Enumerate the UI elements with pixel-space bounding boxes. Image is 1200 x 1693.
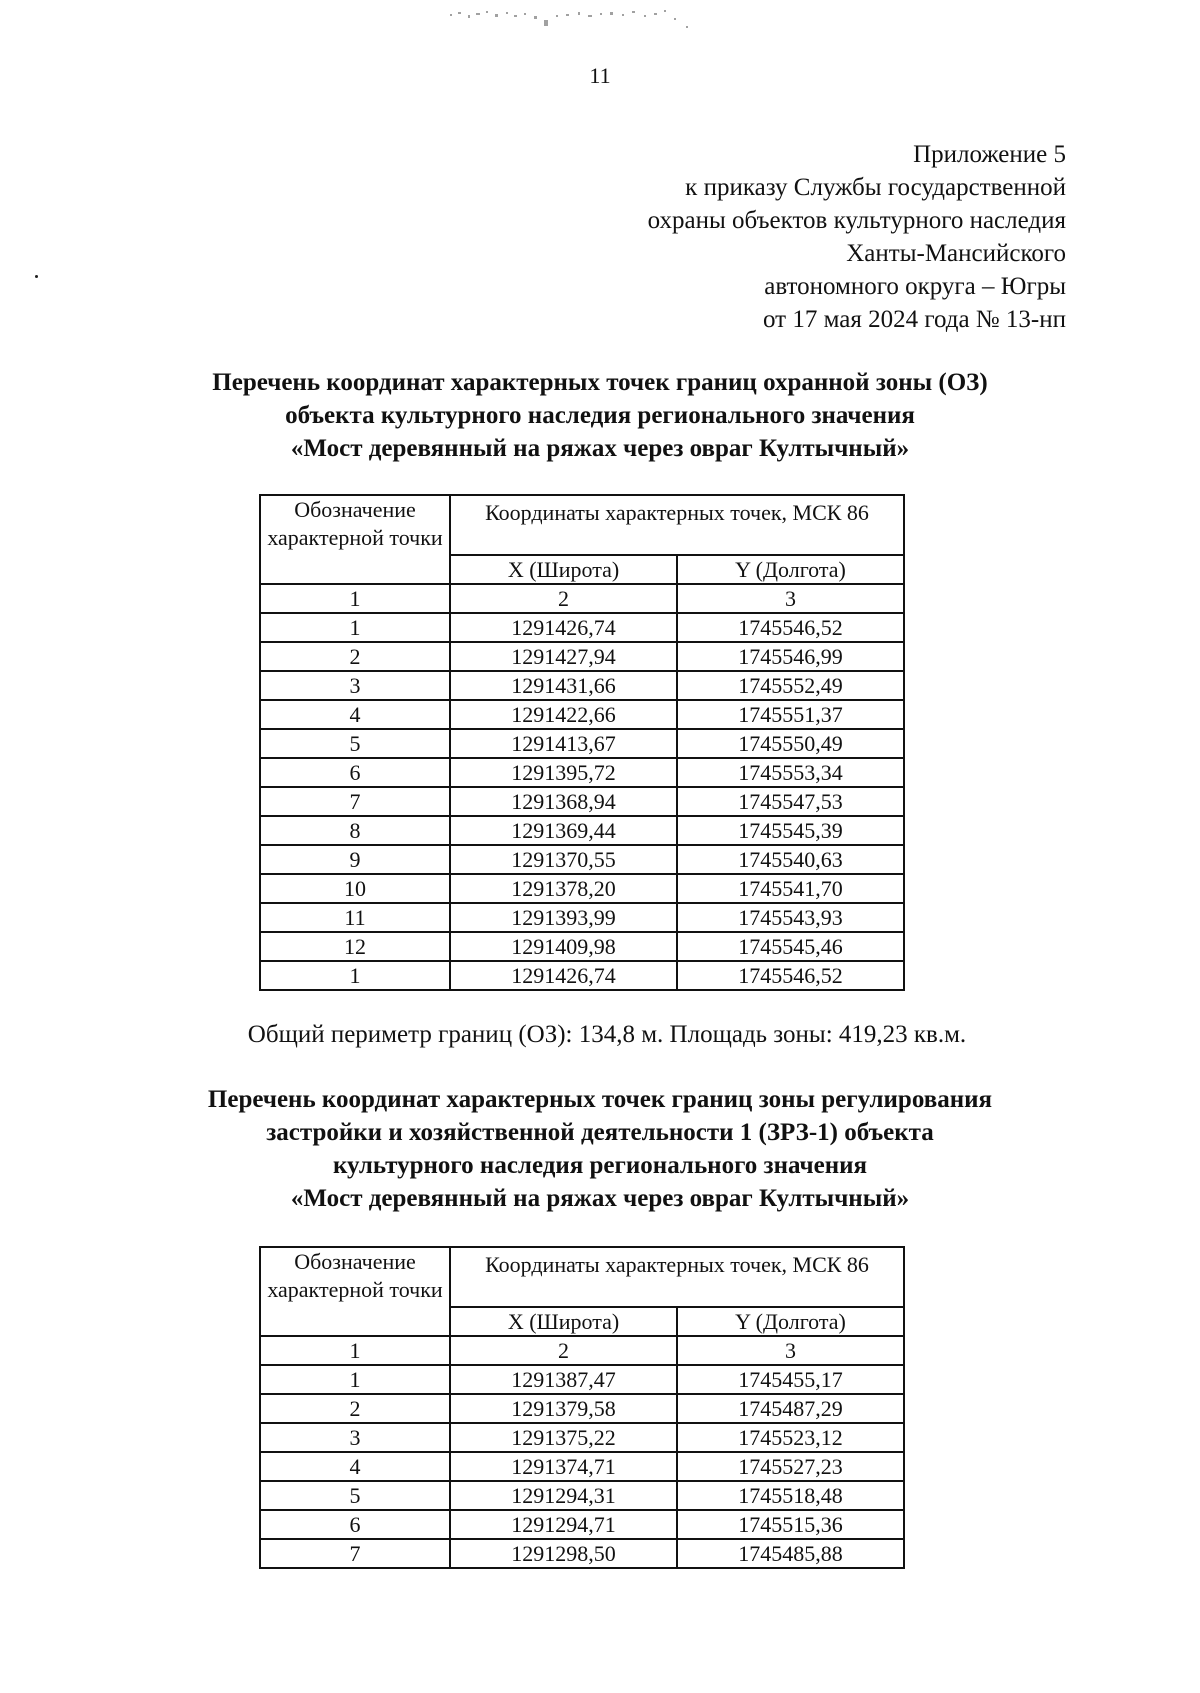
cell-point: 3 <box>260 1423 450 1452</box>
cell-y: 1745545,46 <box>677 932 904 961</box>
table-row <box>260 845 904 874</box>
table-row <box>260 932 904 961</box>
column-number: 3 <box>677 1336 904 1365</box>
cell-y: 1745546,52 <box>677 961 904 990</box>
table-row <box>260 1423 904 1452</box>
cell-point: 11 <box>260 903 450 932</box>
cell-y: 1745547,53 <box>677 787 904 816</box>
cell-y: 1745541,70 <box>677 874 904 903</box>
appendix-line: Ханты-Мансийского <box>846 240 1066 267</box>
section1-title <box>0 366 1200 465</box>
cell-point: 6 <box>260 758 450 787</box>
table-row <box>260 1365 904 1394</box>
appendix-line: охраны объектов культурного наследия <box>647 207 1066 234</box>
cell-point: 7 <box>260 787 450 816</box>
cell-point: 6 <box>260 1510 450 1539</box>
cell-x: 1291426,74 <box>450 961 677 990</box>
column-number: 2 <box>450 1336 677 1365</box>
cell-y: 1745515,36 <box>677 1510 904 1539</box>
cell-x: 1291393,99 <box>450 903 677 932</box>
title-line: культурного наследия регионального значения <box>332 1152 868 1179</box>
cell-y: 1745487,29 <box>677 1394 904 1423</box>
cell-x: 1291422,66 <box>450 700 677 729</box>
table-row <box>260 1539 904 1568</box>
oz-table-body <box>260 613 904 990</box>
table-row <box>260 874 904 903</box>
cell-point: 9 <box>260 845 450 874</box>
zrz1-coordinates-table <box>259 1246 905 1569</box>
title-line: объекта культурного наследия регионального значения <box>285 402 915 429</box>
cell-point: 2 <box>260 1394 450 1423</box>
cell-point: 1 <box>260 613 450 642</box>
scan-artifact <box>440 6 740 40</box>
cell-x: 1291426,74 <box>450 613 677 642</box>
cell-y: 1745552,49 <box>677 671 904 700</box>
header-x: X (Широта) <box>450 1307 677 1336</box>
table-row <box>260 758 904 787</box>
cell-y: 1745550,49 <box>677 729 904 758</box>
header-coordinates: Координаты характерных точек, МСК 86 <box>450 1247 904 1307</box>
cell-x: 1291427,94 <box>450 642 677 671</box>
cell-y: 1745540,63 <box>677 845 904 874</box>
cell-x: 1291395,72 <box>450 758 677 787</box>
cell-x: 1291368,94 <box>450 787 677 816</box>
cell-point: 4 <box>260 700 450 729</box>
cell-point: 2 <box>260 642 450 671</box>
cell-y: 1745543,93 <box>677 903 904 932</box>
cell-y: 1745553,34 <box>677 758 904 787</box>
cell-x: 1291431,66 <box>450 671 677 700</box>
cell-point: 3 <box>260 671 450 700</box>
table-row <box>260 1394 904 1423</box>
cell-y: 1745518,48 <box>677 1481 904 1510</box>
cell-y: 1745523,12 <box>677 1423 904 1452</box>
cell-point: 1 <box>260 1365 450 1394</box>
cell-y: 1745527,23 <box>677 1452 904 1481</box>
table-row <box>260 961 904 990</box>
cell-x: 1291298,50 <box>450 1539 677 1568</box>
table-row <box>260 729 904 758</box>
table-row <box>260 642 904 671</box>
cell-x: 1291375,22 <box>450 1423 677 1452</box>
header-y: Y (Долгота) <box>677 555 904 584</box>
table-row <box>260 1510 904 1539</box>
column-number: 3 <box>677 584 904 613</box>
cell-y: 1745545,39 <box>677 816 904 845</box>
cell-point: 5 <box>260 729 450 758</box>
cell-x: 1291294,31 <box>450 1481 677 1510</box>
header-coordinates: Координаты характерных точек, МСК 86 <box>450 495 904 555</box>
title-line: «Мост деревянный на ряжах через овраг Култычный» <box>290 435 910 462</box>
column-number: 1 <box>260 1336 450 1365</box>
table-row <box>260 816 904 845</box>
cell-point: 4 <box>260 1452 450 1481</box>
title-line: «Мост деревянный на ряжах через овраг Култычный» <box>290 1185 910 1212</box>
appendix-line: от 17 мая 2024 года № 13-нп <box>762 306 1066 333</box>
appendix-line: Приложение 5 <box>913 141 1066 168</box>
zrz1-table-body <box>260 1365 904 1568</box>
cell-point: 12 <box>260 932 450 961</box>
header-point-designation: Обозначение характерной точки <box>260 1247 450 1336</box>
cell-x: 1291378,20 <box>450 874 677 903</box>
table-row <box>260 787 904 816</box>
cell-y: 1745455,17 <box>677 1365 904 1394</box>
oz-summary: Общий периметр границ (ОЗ): 134,8 м. Площадь зоны: 419,23 кв.м. <box>247 1021 967 1048</box>
cell-y: 1745546,52 <box>677 613 904 642</box>
cell-x: 1291413,67 <box>450 729 677 758</box>
cell-point: 5 <box>260 1481 450 1510</box>
page-number: 11 <box>589 63 611 88</box>
cell-x: 1291370,55 <box>450 845 677 874</box>
cell-point: 10 <box>260 874 450 903</box>
table-row <box>260 613 904 642</box>
cell-point: 8 <box>260 816 450 845</box>
cell-x: 1291294,71 <box>450 1510 677 1539</box>
header-x: X (Широта) <box>450 555 677 584</box>
table-row <box>260 671 904 700</box>
column-number: 2 <box>450 584 677 613</box>
cell-x: 1291369,44 <box>450 816 677 845</box>
cell-x: 1291409,98 <box>450 932 677 961</box>
table-row <box>260 1481 904 1510</box>
title-line: застройки и хозяйственной деятельности 1 (ЗРЗ-1) объекта <box>266 1119 934 1146</box>
section2-title <box>0 1083 1200 1215</box>
table-row <box>260 903 904 932</box>
cell-x: 1291379,58 <box>450 1394 677 1423</box>
cell-y: 1745551,37 <box>677 700 904 729</box>
title-line: Перечень координат характерных точек границ охранной зоны (ОЗ) <box>212 369 988 396</box>
header-point-designation: Обозначение характерной точки <box>260 495 450 584</box>
scan-speck <box>35 275 38 278</box>
cell-y: 1745546,99 <box>677 642 904 671</box>
column-number: 1 <box>260 584 450 613</box>
cell-point: 7 <box>260 1539 450 1568</box>
appendix-line: к приказу Службы государственной <box>685 174 1066 201</box>
cell-x: 1291374,71 <box>450 1452 677 1481</box>
table-row <box>260 700 904 729</box>
oz-coordinates-table <box>259 494 905 991</box>
table-row <box>260 1452 904 1481</box>
title-line: Перечень координат характерных точек границ зоны регулирования <box>207 1086 993 1113</box>
cell-y: 1745485,88 <box>677 1539 904 1568</box>
header-y: Y (Долгота) <box>677 1307 904 1336</box>
appendix-line: автономного округа – Югры <box>764 273 1066 300</box>
cell-x: 1291387,47 <box>450 1365 677 1394</box>
cell-point: 1 <box>260 961 450 990</box>
appendix-reference <box>648 138 1066 336</box>
